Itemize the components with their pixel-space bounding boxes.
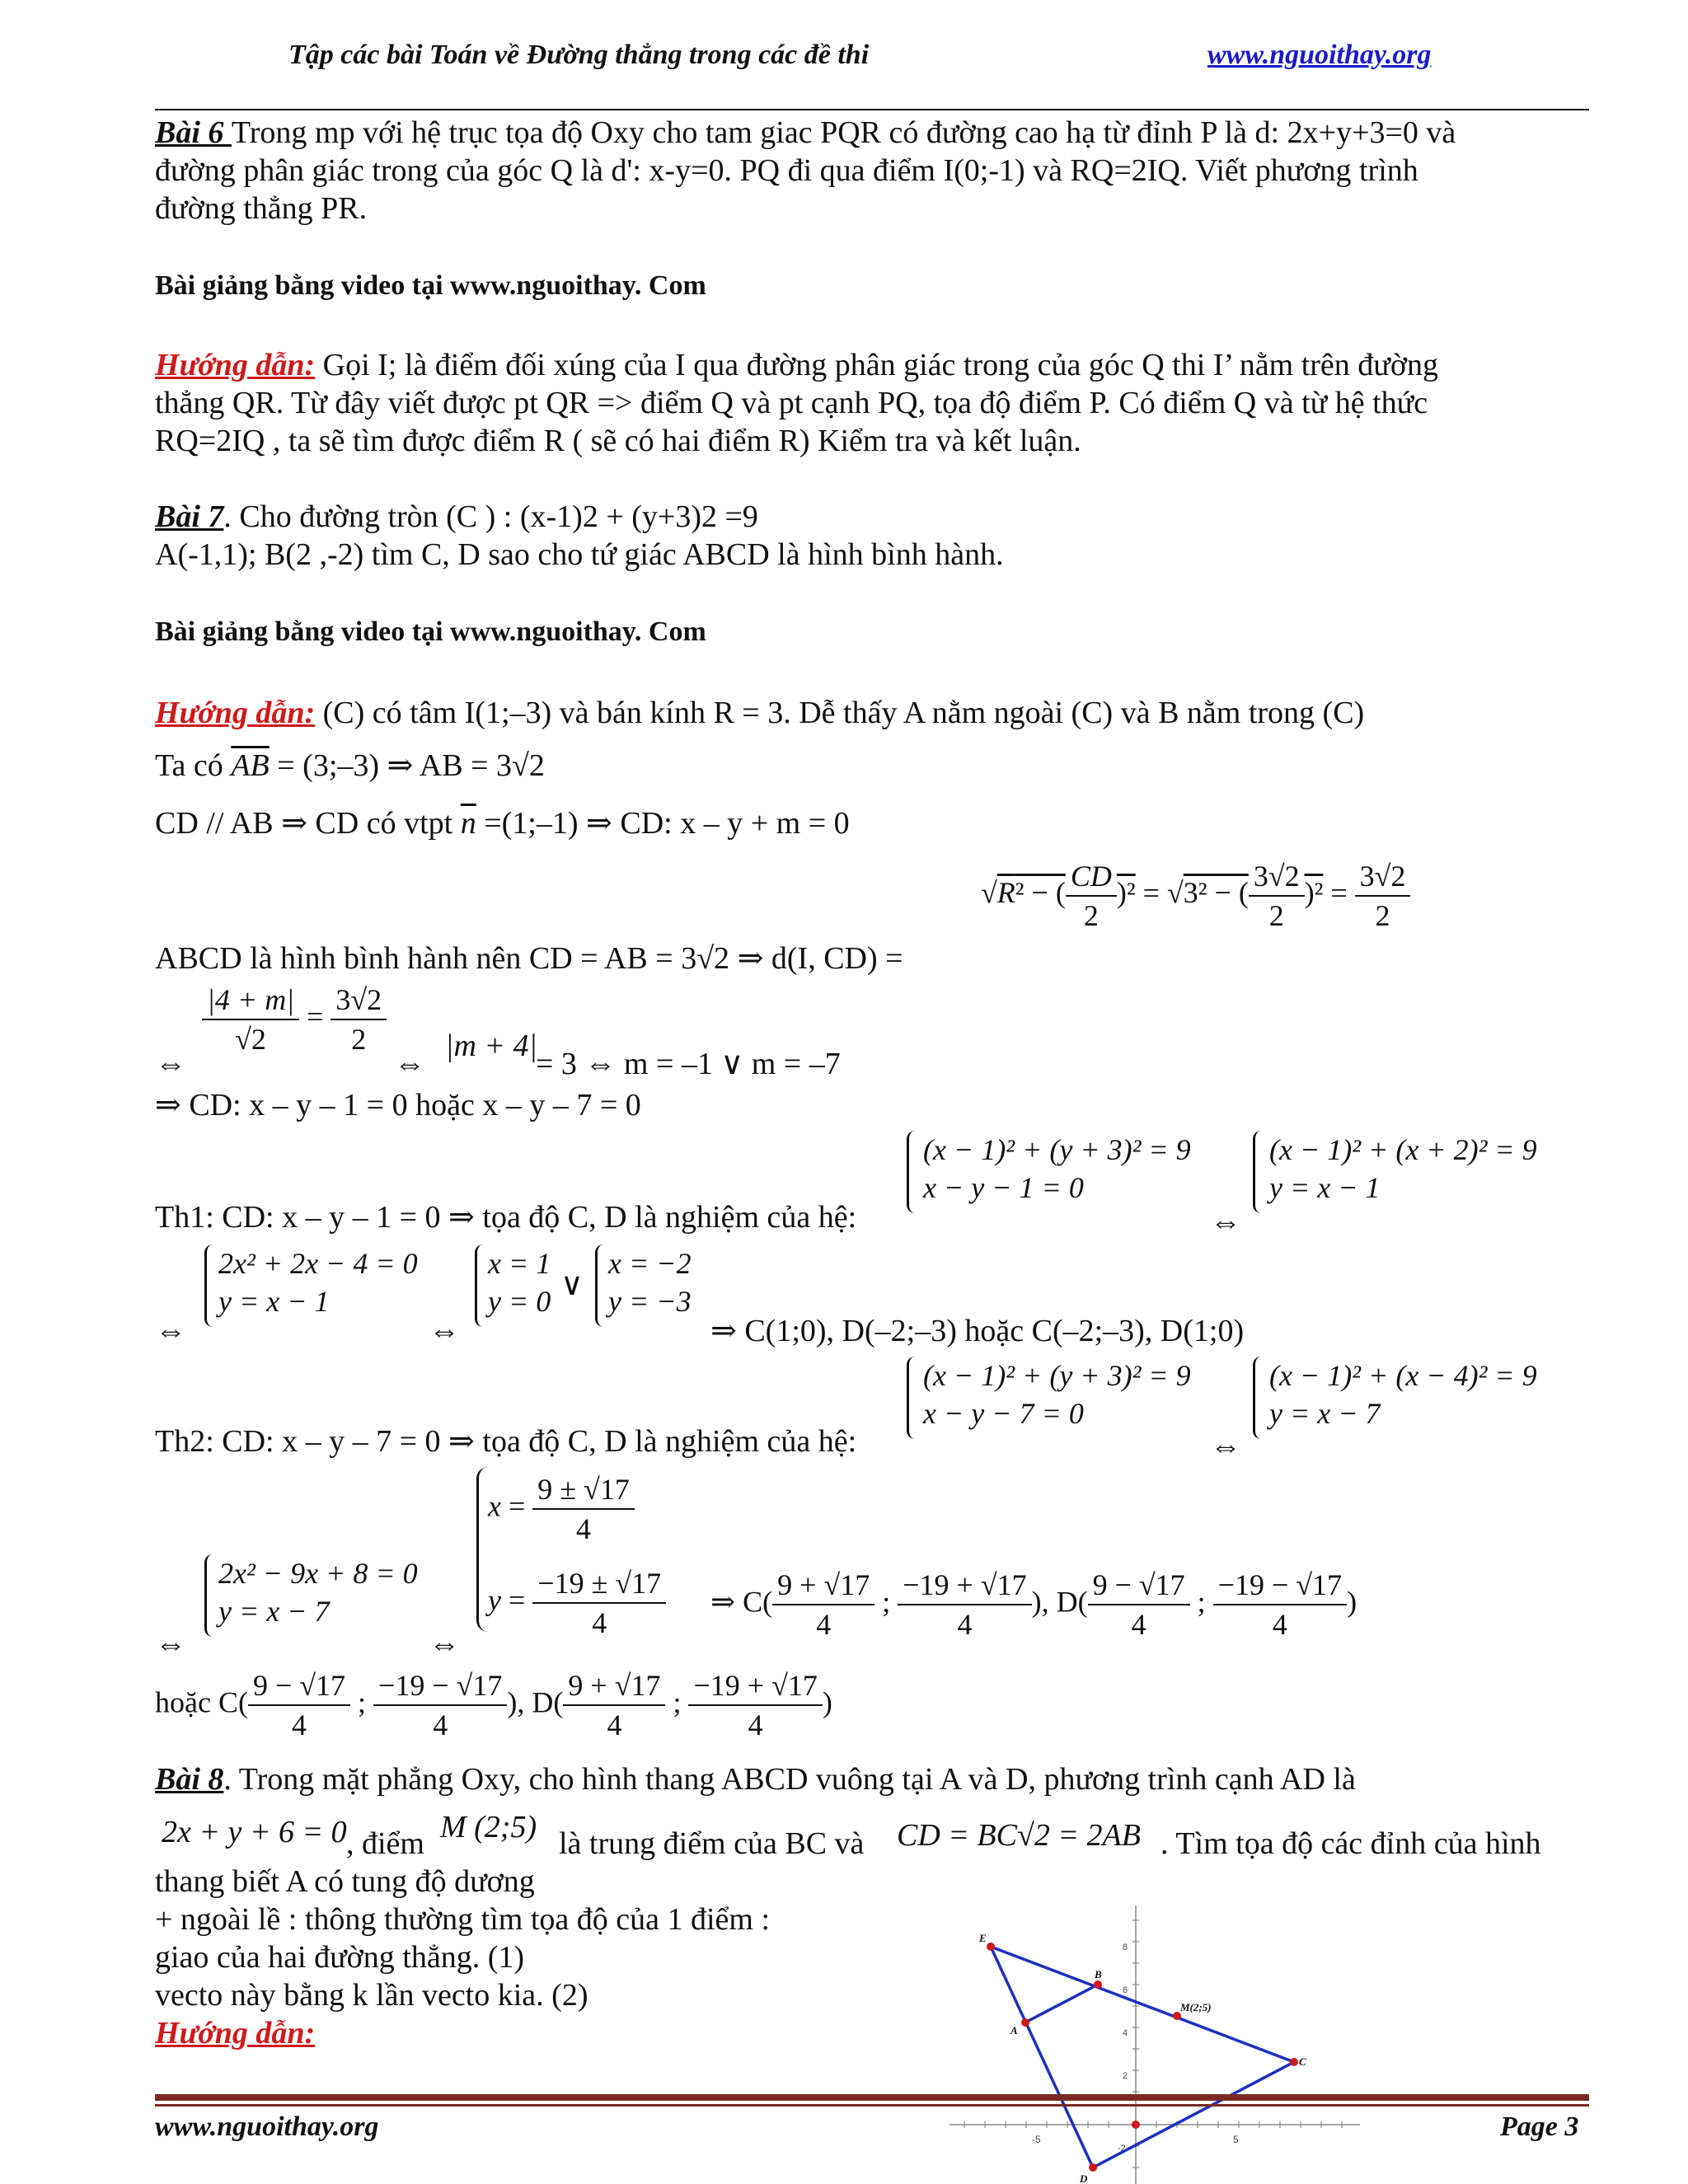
iff-6: ⇔ (1210, 1429, 1241, 1464)
distance-formula: √R² − ( $\frac{CD}{2}$ )² = √3² − ( $\frac{3√2}{2}$ )² = $\frac{3√2}{2}$ (981, 857, 1410, 935)
iff-7: ⇔ (155, 1627, 186, 1661)
bai6-video-note: Bài giảng bằng video tại www.nguoithay. Com (155, 270, 706, 301)
cd-prefix: CD // AB ⇒ CD có vtpt (155, 806, 461, 841)
th2-x-root: x = $\frac{9 \pm √17}{4}$ (488, 1470, 635, 1548)
bai7-taco: Ta có $\overline{AB}$ = (3;–3) ⇒ AB = 3√2 (155, 748, 545, 783)
label-e: E (979, 1932, 987, 1944)
th1-result: ⇒ C(1;0), D(–2;–3) hoặc C(–2;–3), D(1;0) (710, 1314, 1245, 1348)
bai7-guide-label: Hướng dẫn: (155, 696, 316, 730)
bai8-guide-label: Hướng dẫn: (155, 2016, 316, 2050)
label-c: C (1299, 2055, 1306, 2068)
bai7-guide-line1 (155, 694, 1364, 732)
abcd-prefix: ABCD là hình bình hành nên CD = AB = 3 (155, 941, 697, 976)
tick-y-neg2: -2 (1118, 2144, 1126, 2154)
bai8-cond: CD = BC√2 = 2AB (897, 1818, 1141, 1853)
bai8-label: Bài 8 (155, 1762, 224, 1797)
bai8-tail: . Tìm tọa độ các đỉnh của hình (1160, 1826, 1541, 1861)
bai7-guide-text1: (C) có tâm I(1;–3) và bán kính R = 3. Dễ thấy A nằm ngoài (C) và B nằm trong (C) (315, 696, 1365, 730)
ad-equation: 2x + y + 6 = 0 (162, 1815, 347, 1849)
bai8-guide (155, 2014, 315, 2052)
iff-5: ⇔ (429, 1314, 460, 1348)
abs-m-plus-4: |m + 4| (445, 1029, 537, 1063)
bai8-mid: là trung điểm của BC và (559, 1826, 865, 1861)
th1-sol1: x = 1 y = 0 (488, 1247, 551, 1318)
bai7-line1 (155, 498, 758, 536)
th1-system-b: (x − 1)² + (x + 2)² = 9 y = x − 1 (1269, 1133, 1537, 1204)
footer-page: Page 3 (1500, 2111, 1579, 2142)
brace-th1a (907, 1131, 921, 1213)
tick-x-5: 5 (1233, 2134, 1239, 2145)
bai6-guide-line1 (155, 346, 1438, 384)
th2-text: Th2: CD: x – y – 7 = 0 ⇒ tọa độ C, D là nghiệm của hệ: (155, 1424, 857, 1459)
vector-ab: $\overline{AB}$ (231, 748, 270, 783)
trapezoid-figure (940, 1904, 1368, 2184)
bai8-diem: , điểm (346, 1826, 424, 1861)
bai6-line1 (155, 114, 1456, 152)
bai6-text1: Trong mp với hệ trục tọa độ Oxy cho tam giac PQR có đường cao hạ từ đỉnh P là d: 2x+y+3=0 và (231, 115, 1456, 150)
brace-sol1 (475, 1244, 489, 1327)
tick-x-neg5: -5 (1032, 2134, 1041, 2145)
bai8-line1 (155, 1760, 1356, 1798)
header-site-link[interactable]: www.nguoithay.org (1207, 40, 1432, 70)
bai6-label: Bài 6 (155, 115, 232, 150)
iff-8: ⇔ (429, 1627, 460, 1661)
bai6-guide-line3: RQ=2IQ , ta sẽ tìm được điểm R ( sẽ có hai điểm R) Kiểm tra và kết luận. (155, 424, 1081, 458)
tick-y-6: 6 (1123, 1985, 1128, 1995)
cd-suffix: =(1;–1) ⇒ CD: x – y + m = 0 (476, 806, 850, 841)
brace-th1c (204, 1244, 218, 1327)
footer-rule-thin (155, 2104, 1589, 2107)
or-symbol: ∨ (560, 1268, 584, 1302)
abcd-suffix: ⇒ d(I, CD) = (729, 941, 903, 976)
th1-sol2: x = −2 y = −3 (608, 1247, 692, 1318)
bai6-guide-text1: Gọi I; là điểm đối xúng của I qua đường phân giác trong của góc Q thi I’ nằm trên đường (315, 348, 1438, 382)
brace-sol2 (595, 1244, 609, 1327)
taco-prefix: Ta có (155, 748, 232, 783)
brace-th2b (1253, 1357, 1267, 1439)
iff-4: ⇔ (155, 1314, 186, 1348)
vector-n: $\overline{n}$ (460, 806, 476, 841)
footer-site[interactable]: www.nguoithay.org (155, 2111, 379, 2142)
label-d: D (1080, 2172, 1088, 2184)
equation-abs: $\frac{|4 + m|}{√2}$ = $\frac{3√2}{2}$ (202, 981, 387, 1058)
bai6-guide-line2: thẳng QR. Từ đây viết được pt QR => điểm Q và pt cạnh PQ, tọa độ điểm P. Có điểm Q và từ hệ thức (155, 386, 1428, 420)
brace-th2a (907, 1357, 921, 1439)
brace-th1b (1253, 1131, 1267, 1213)
tick-y-2: 2 (1123, 2071, 1128, 2081)
bai8-m-point: M (2;5) (440, 1810, 537, 1844)
bai6-guide-label: Hướng dẫn: (155, 348, 316, 382)
hoac-label: hoặc C( (155, 1685, 248, 1719)
cd-result: ⇒ CD: x – y – 1 = 0 hoặc x – y – 7 = 0 (155, 1088, 641, 1122)
iff-2: ⇔ (394, 1047, 425, 1081)
th2-cd-second: hoặc C( $\frac{9 - √17}{4}$ ; $\frac{-19 - √17}{4}$ ), D( $\frac{9 + √17}{4}$ ; $\frac{-19 + √17}{4}$ ) (155, 1666, 832, 1744)
th1-text: Th1: CD: x – y – 1 = 0 ⇒ tọa độ C, D là nghiệm của hệ: (155, 1200, 857, 1235)
bai8-note2: giao của hai đường thẳng. (1) (155, 1940, 525, 1975)
tick-y-8: 8 (1123, 1943, 1128, 1952)
bai7-text1: . Cho đường tròn (C ) : (x-1)2 + (y+3)2 =9 (223, 499, 758, 534)
bai8-note3: vecto này bằng k lần vecto kia. (2) (155, 1978, 588, 2013)
iff-3: ⇔ (1210, 1205, 1241, 1240)
tick-y-4: 4 (1123, 2028, 1128, 2038)
bai7-label: Bài 7 (155, 499, 224, 534)
th1-quad: 2x² + 2x − 4 = 0 y = x − 1 (218, 1247, 418, 1318)
footer-rule-thick (155, 2094, 1589, 2101)
header-rule (155, 109, 1589, 110)
bai6-line2: đường phân giác trong của góc Q là d': x-y=0. PQ đi qua điểm I(0;-1) và RQ=2IQ. Viết phương trình (155, 153, 1418, 188)
brace-th2c (204, 1554, 218, 1637)
bai8-text1: . Trong mặt phẳng Oxy, cho hình thang ABCD vuông tại A và D, phương trình cạnh AD là (223, 1762, 1356, 1797)
bai8-eq1 (162, 1813, 347, 1851)
label-m: M(2;5) (1180, 2001, 1212, 2013)
iff-1: ⇔ (155, 1047, 186, 1081)
th2-system-b: (x − 1)² + (x − 4)² = 9 y = x − 7 (1269, 1359, 1537, 1430)
bai8-line3: thang biết A có tung độ dương (155, 1864, 535, 1899)
th2-system-a: (x − 1)² + (y + 3)² = 9 x − y − 7 = 0 (923, 1359, 1191, 1430)
taco-suffix: = (3;–3) ⇒ AB = 3 (269, 748, 512, 783)
th2-y-root: y = $\frac{-19 \pm √17}{4}$ (488, 1564, 666, 1642)
m-result: = 3 ⇔ m = –1 ∨ m = –7 (536, 1047, 841, 1081)
bai6-line3: đường thẳng PR. (155, 191, 368, 226)
label-a: A (1010, 2024, 1018, 2036)
bai7-video-note: Bài giảng bằng video tại www.nguoithay. Com (155, 616, 706, 647)
th1-system-a: (x − 1)² + (y + 3)² = 9 x − y − 1 = 0 (923, 1133, 1191, 1204)
bai8-note1: + ngoài lề : thông thường tìm tọa độ của 1 điểm : (155, 1902, 771, 1937)
bai7-abcd: ABCD là hình bình hành nên CD = AB = 3√2 ⇒ d(I, CD) = (155, 941, 903, 976)
header-title: Tập các bài Toán về Đường thẳng trong các đề thi (288, 40, 870, 70)
th2-cd-first: ⇒ C( $\frac{9 + √17}{4}$ ; $\frac{-19 + √17}{4}$ ), D( $\frac{9 - √17}{4}$ ; $\frac{-19 - √17}{4}$ ) (710, 1566, 1357, 1643)
bai7-line2: A(-1,1); B(2 ,-2) tìm C, D sao cho tứ giác ABCD là hình bình hành. (155, 537, 1004, 572)
bai7-cd (155, 804, 850, 842)
label-b: B (1095, 1968, 1102, 1980)
th2-quad: 2x² − 9x + 8 = 0 y = x − 7 (218, 1557, 418, 1628)
